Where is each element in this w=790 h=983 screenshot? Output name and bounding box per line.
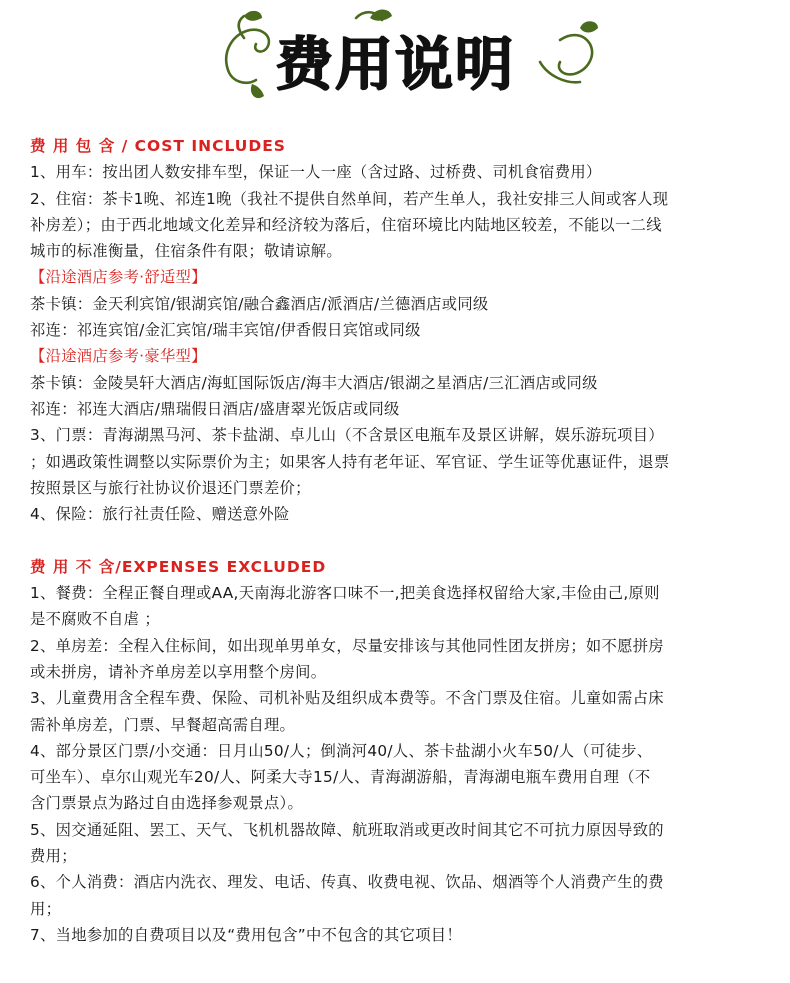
hotel-comfort-line: 茶卡镇：金天利宾馆/银湖宾馆/融合鑫酒店/派酒店/兰德酒店或同级 [30, 294, 489, 313]
excludes-line: 6、个人消费：酒店内洗衣、理发、电话、传真、收费电视、饮品、烟酒等个人消费产生的费 [30, 873, 664, 892]
excludes-heading: 费 用 不 含/EXPENSES EXCLUDED [30, 557, 327, 576]
header [0, 0, 790, 120]
hotel-luxury-line: 祁连：祁连大酒店/鼎瑞假日酒店/盛唐翠光饭店或同级 [30, 399, 400, 418]
excludes-line: 4、部分景区门票/小交通：日月山50/人；倒淌河40/人、茶卡盐湖小火车50/人（可徒步、 [30, 741, 653, 760]
includes-line: ；如遇政策性调整以实际票价为主；如果客人持有老年证、军官证、学生证等优惠证件，退票 [30, 452, 670, 471]
includes-line: 4、保险：旅行社责任险、赠送意外险 [30, 505, 290, 524]
excludes-line: 1、餐费：全程正餐自理或AA,天南海北游客口味不一,把美食选择权留给大家,丰俭由己,原则 [30, 584, 660, 603]
hotel-luxury-label: 【沿途酒店参考·豪华型】 [30, 347, 207, 366]
includes-line: 城市的标准衡量，住宿条件有限；敬请谅解。 [30, 242, 342, 261]
includes-line: 补房差）；由于西北地域文化差异和经济较为落后，住宿环境比内陆地区较差，不能以一二线 [30, 215, 662, 234]
includes-heading: 费 用 包 含 / COST INCLUDES [30, 137, 286, 155]
hotel-comfort-line: 祁连：祁连宾馆/金汇宾馆/瑞丰宾馆/伊香假日宾馆或同级 [30, 321, 421, 340]
excludes-line: 5、因交通延阻、罢工、天气、飞机机器故障、航班取消或更改时间其它不可抗力原因导致的 [30, 820, 664, 839]
excludes-line: 需补单房差，门票、早餐超高需自理。 [30, 715, 296, 734]
excludes-line: 2、单房差：全程入住标间，如出现单男单女，尽量安排该与其他同性团友拼房；如不愿拼房 [30, 636, 664, 655]
excludes-line: 含门票景点为路过自由选择参观景点）。 [30, 794, 304, 813]
excludes-line: 费用； [30, 847, 77, 866]
excludes-line: 7、当地参加的自费项目以及“费用包含”中不包含的其它项目！ [30, 925, 463, 944]
excludes-line: 用； [30, 899, 62, 918]
includes-line: 3、门票：青海湖黑马河、茶卡盐湖、卓儿山（不含景区电瓶车及景区讲解，娱乐游玩项目） [30, 426, 664, 445]
hotel-comfort-label: 【沿途酒店参考·舒适型】 [30, 268, 207, 287]
page-title: 费用说明 [274, 30, 515, 98]
includes-line: 2、住宿：茶卡1晚、祁连1晚（我社不提供自然单间，若产生单人，我社安排三人间或客人现 [30, 189, 669, 208]
excludes-line: 3、儿童费用含全程车费、保险、司机补贴及组织成本费等。不含门票及住宿。儿童如需占床 [30, 689, 664, 708]
section-spacer [30, 527, 770, 553]
includes-line: 按照景区与旅行社协议价退还门票差价； [30, 478, 311, 497]
hotel-luxury-line: 茶卡镇：金陵昊轩大酒店/海虹国际饭店/海丰大酒店/银湖之星酒店/三汇酒店或同级 [30, 373, 598, 392]
includes-section [30, 133, 770, 527]
excludes-line: 是不腐败不自虐 ； [30, 610, 160, 629]
cost-description [30, 133, 770, 948]
excludes-line: 可坐车）、卓尔山观光车20/人、阿柔大寺15/人、青海湖游船，青海湖电瓶车费用自理（不 [30, 768, 651, 787]
excludes-line: 或未拼房，请补齐单房差以享用整个房间。 [30, 662, 327, 681]
excludes-section [30, 554, 770, 948]
includes-line: 1、用车：按出团人数安排车型，保证一人一座（含过路、过桥费、司机食宿费用） [30, 163, 602, 182]
